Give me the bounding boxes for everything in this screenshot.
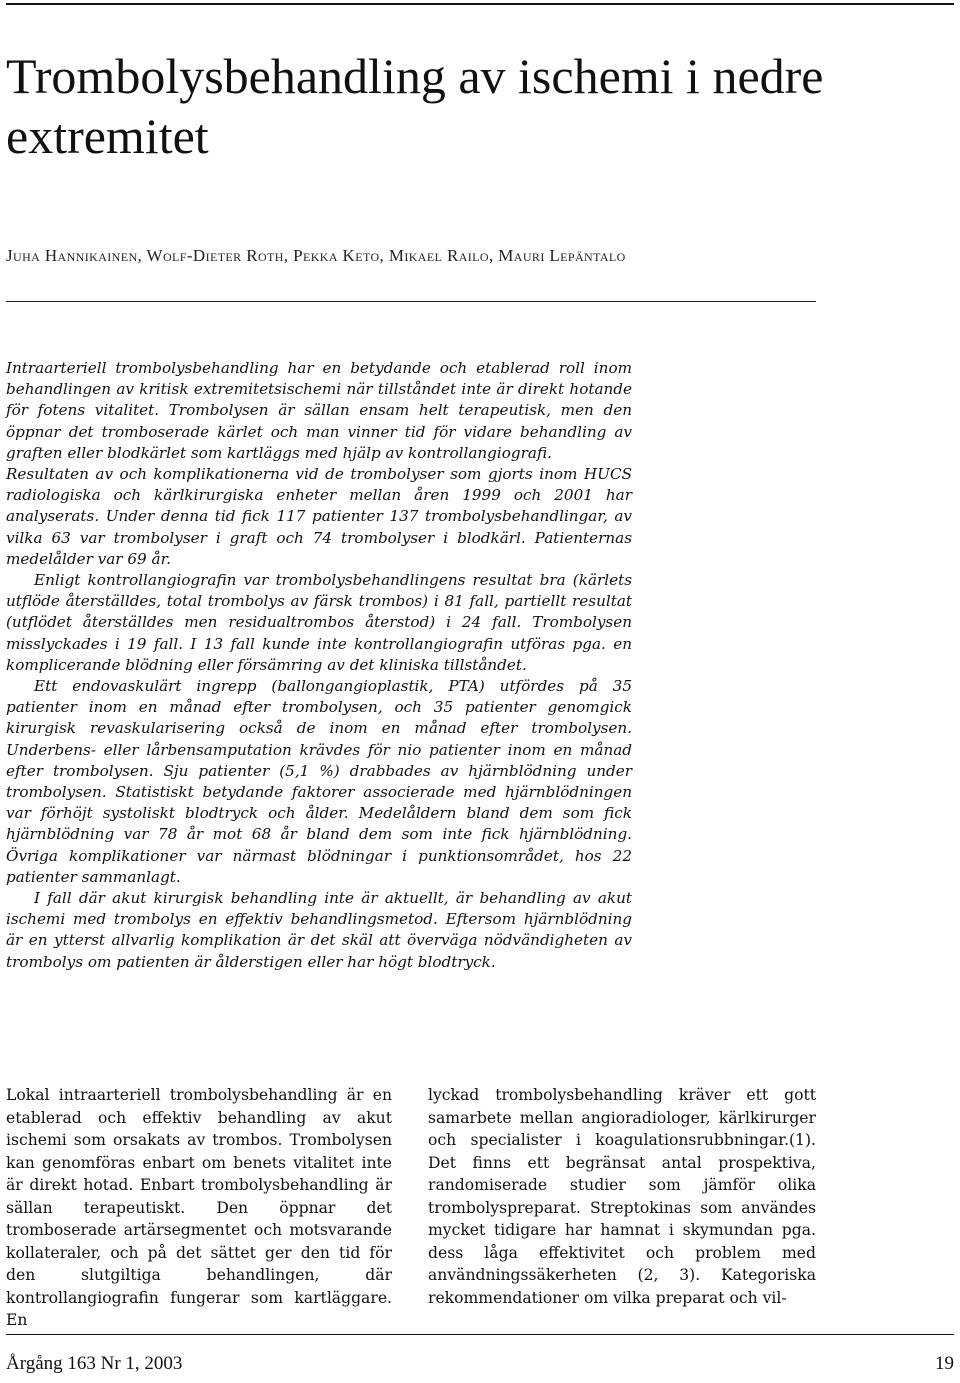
footer-rule — [6, 1334, 954, 1335]
abstract-paragraph: Resultaten av och komplikationerna vid de trombolyser som gjorts inom HUCS radiologiska och kärlkirurgiska enheter mellan åren 1999 och 2001 har analyserats. Under denna tid fick 117 patienter 137 trombolysbehandlingar, av vilka 63 var trombolyser i graft och 74 trombolyser i blodkärl. Patienternas medelålder var 69 år. — [6, 465, 632, 568]
abstract — [6, 358, 632, 973]
abstract-paragraph: I fall där akut kirurgisk behandling inte är aktuellt, är behandling av akut ischemi med trombolys en effektiv behandlingsmetod. Eftersom hjärnblödning är en ytterst allvarlig komplikation är det skäl att överväga nödvändigheten av trombolys om patienten är ålderstigen eller har högt blodtryck. — [6, 889, 632, 971]
abstract-paragraph: Ett endovaskulärt ingrepp (ballongangioplastik, PTA) utfördes på 35 patienter inom en månad efter trombolysen, och 35 patienter genomgick kirurgisk revaskularisering också de inom en månad efter trombolysen. Underbens- eller lårbensamputation krävdes för nio patienter inom en månad efter trombolysen. Sju patienter (5,1 %) drabbades av hjärnblödning under trombolysen. Statistiskt betydande faktorer associerade med hjärnblödningen var förhöjt systoliskt blodtryck och ålder. Medelåldern bland dem som fick hjärnblödning var 78 år mot 68 år bland dem som inte fick hjärnblödning. Övriga komplikationer var närmast blödningar i punktionsområdet, hos 22 patienter sammanlagt. — [6, 677, 632, 886]
author-list: Juha Hannikainen, Wolf-Dieter Roth, Pekka Keto, Mikael Railo, Mauri Lepäntalo — [6, 246, 626, 265]
article-title: Trombolysbehandling av ischemi i nedre extremitet — [6, 48, 824, 164]
journal-issue: Årgång 163 Nr 1, 2003 — [6, 1353, 183, 1374]
abstract-paragraph: Intraarteriell trombolysbehandling har en betydande och etablerad roll inom behandlingen av kritisk extremitetsischemi när tillståndet inte är direkt hotande för fotens vitalitet. Trombolysen är sällan ensam helt terapeutisk, men den öppnar det tromboserade kärlet och man vinner tid för vidare behandling av graften eller blodkärlet som kartläggs med hjälp av kontrollangiografi. — [6, 359, 632, 462]
abstract-paragraph: Enligt kontrollangiografin var trombolysbehandlingens resultat bra (kärlets utflöde återställdes, total trombolys av färsk trombos) i 81 fall, partiellt resultat (utflödet återställdes men residualtrombos återstod) i 24 fall. Trombolysen misslyckades i 19 fall. I 13 fall kunde inte kontrollangiografin utföras pga. en komplicerande blödning eller försämring av det kliniska tillståndet. — [6, 571, 632, 674]
body-column-left: Lokal intraarteriell trombolysbehandling är en etablerad och effektiv behandling av akut ischemi som orsakats av trombos. Trombolysen kan genomföras enbart om benets vitalitet inte är direkt hotad. Enbart trombolysbehandling är sällan terapeutiskt. Den öppnar det tromboserade artärsegmentet och motsvarande kollateraler, och på det sättet ger den tid för den slutgiltiga behandlingen, där kontrollangiografin fungerar som kartläggare. En — [6, 1086, 392, 1329]
body-column-right: lyckad trombolysbehandling kräver ett gott samarbete mellan angioradiologer, kärlkirurger och specialister i koagulationsrubbningar.(1). Det finns ett begränsat antal prospektiva, randomiserade studier som jämför olika trombolyspreparat. Streptokinas som användes mycket tidigare har hamnat i skymundan pga. dess låga effektivitet och problem med användningssäkerheten (2, 3). Kategoriska rekommendationer om vilka preparat och vil- — [428, 1086, 816, 1307]
section-divider — [6, 301, 816, 302]
page-number: 19 — [935, 1353, 954, 1374]
top-rule — [6, 3, 954, 5]
